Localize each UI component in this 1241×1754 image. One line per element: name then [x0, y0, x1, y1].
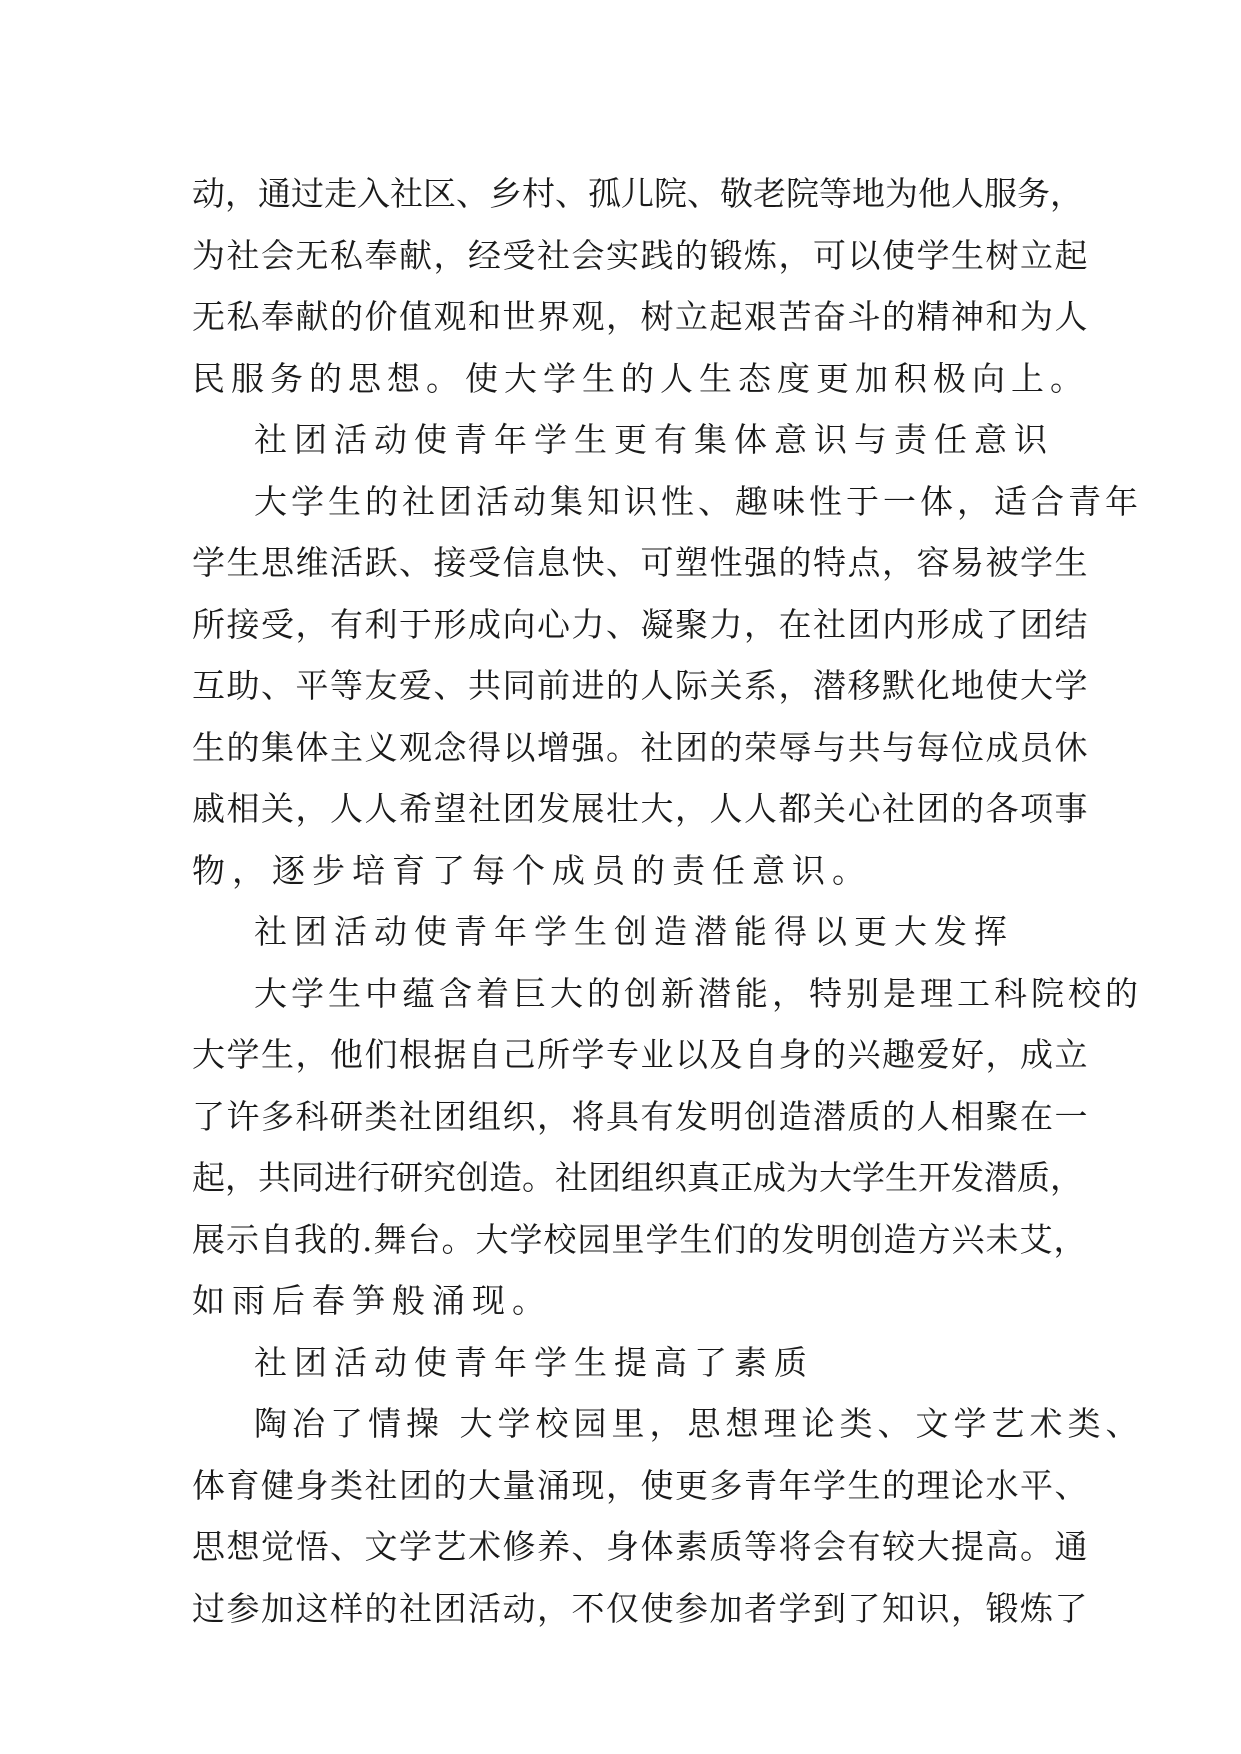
text-line: 为社会无私奉献，经受社会实践的锻炼，可以使学生树立起 [192, 235, 1089, 275]
text-line: 体育健身类社团的大量涌现，使更多青年学生的理论水平、 [192, 1465, 1089, 1505]
text-line: 互助、平等友爱、共同前进的人际关系，潜移默化地使大学 [192, 666, 1089, 705]
text-line: 了许多科研类社团组织，将具有发明创造潜质的人相聚在一 [192, 1096, 1089, 1136]
text-line: 动，通过走入社区、乡村、孤儿院、敬老院等地为他人服务， [192, 174, 1083, 213]
text-line: 思想觉悟、文学艺术修养、身体素质等将会有较大提高。通 [192, 1527, 1089, 1566]
section-heading: 社团活动使青年学生创造潜能得以更大发挥 [254, 912, 1014, 951]
text-line: 展示自我的.舞台。大学校园里学生们的发明创造方兴未艾， [192, 1219, 1088, 1259]
text-line: 过参加这样的社团活动，不仅使参加者学到了知识，锻炼了 [192, 1588, 1089, 1628]
text-line: 戚相关，人人希望社团发展壮大，人人都关心社团的各项事 [192, 789, 1089, 828]
text-line: 民服务的思想。使大学生的人生态度更加积极向上。 [192, 358, 1089, 398]
text-line: 生的集体主义观念得以增强。社团的荣辱与共与每位成员休 [192, 727, 1089, 767]
text-line: 无私奉献的价值观和世界观，树立起艰苦奋斗的精神和为人 [192, 297, 1089, 336]
text-line: 所接受，有利于形成向心力、凝聚力，在社团内形成了团结 [192, 604, 1089, 644]
text-line: 陶冶了情操 大学校园里，思想理论类、文学艺术类、 [254, 1404, 1144, 1443]
document-body [192, 163, 1144, 1639]
text-line: 起，共同进行研究创造。社团组织真正成为大学生开发潜质， [192, 1158, 1083, 1197]
text-line: 大学生的社团活动集知识性、趣味性于一体，适合青年 [254, 481, 1142, 521]
text-line: 大学生中蕴含着巨大的创新潜能，特别是理工科院校的 [254, 973, 1142, 1013]
text-line: 如雨后春笋般涌现。 [192, 1281, 552, 1320]
section-heading: 社团活动使青年学生更有集体意识与责任意识 [254, 420, 1054, 459]
text-line: 学生思维活跃、接受信息快、可塑性强的特点，容易被学生 [192, 543, 1089, 582]
section-heading: 社团活动使青年学生提高了素质 [254, 1342, 814, 1382]
text-line: 大学生，他们根据自己所学专业以及自身的兴趣爱好，成立 [192, 1035, 1089, 1074]
text-line: 物，逐步培育了每个成员的责任意识。 [192, 850, 872, 890]
